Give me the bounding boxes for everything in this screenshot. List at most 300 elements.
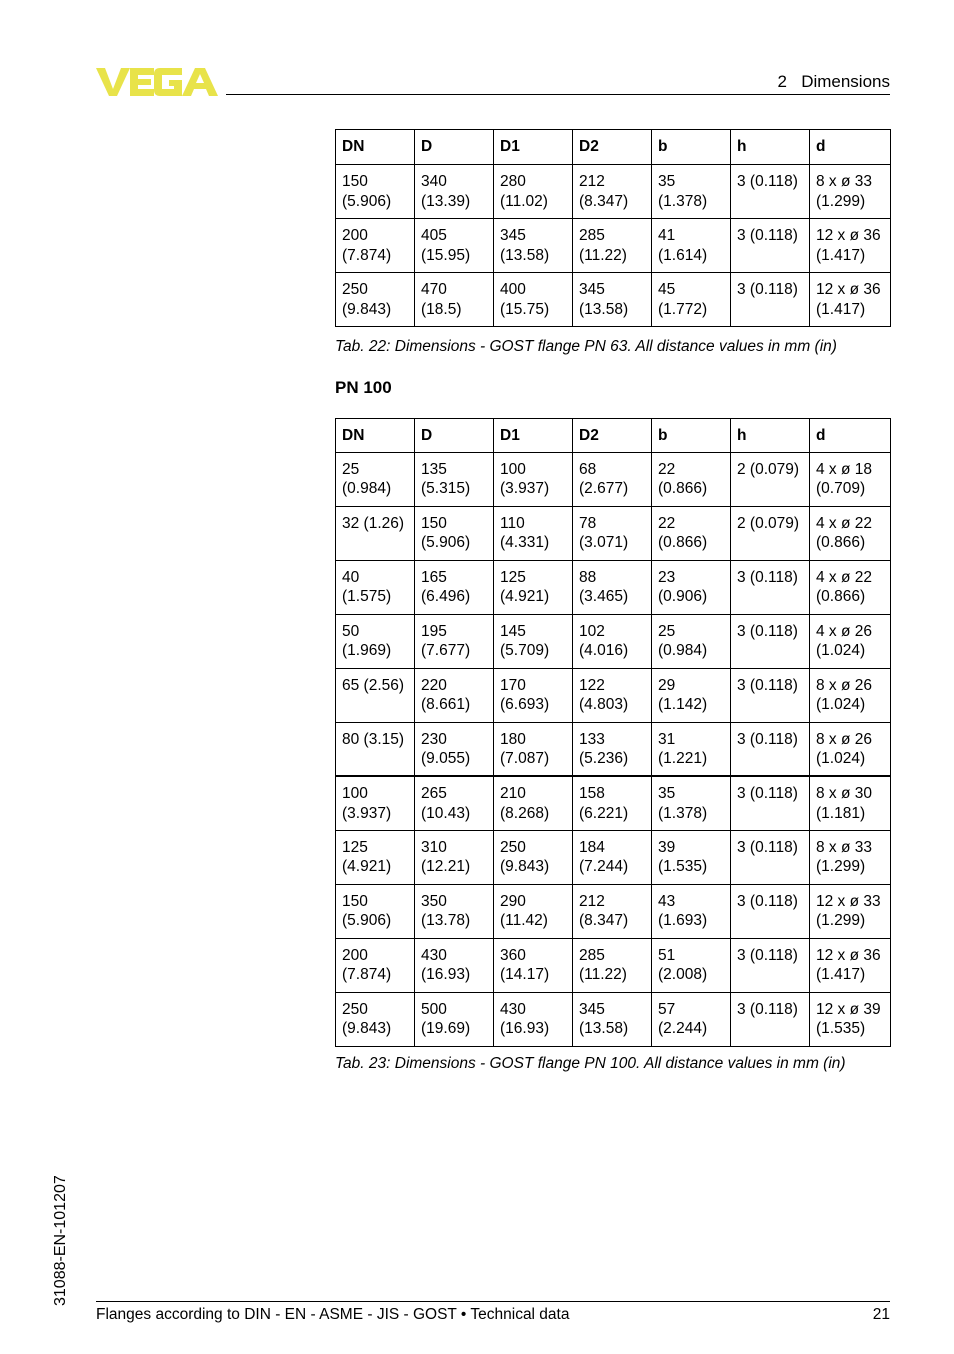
table-cell [415, 506, 494, 560]
cell-line: (0.709) [816, 480, 866, 497]
cell-line: (5.315) [421, 480, 471, 497]
table-cell [652, 219, 731, 273]
cell-line: 180 [500, 730, 526, 748]
table-cell [810, 219, 891, 273]
cell-line: (1.181) [816, 804, 866, 822]
table-cell [731, 614, 810, 668]
cell-line: (1.378) [658, 192, 708, 210]
table-cell [652, 506, 731, 560]
table-cell [336, 776, 415, 830]
cell-line: (8.661) [421, 696, 471, 713]
cell-line: (5.709) [500, 642, 550, 659]
document-id: 31088-EN-101207 [52, 1175, 69, 1306]
table-cell [652, 452, 731, 506]
column-header: d [810, 130, 891, 165]
cell-line: 12 x ø 39 [816, 1000, 881, 1018]
table-cell [573, 992, 652, 1046]
table-body [336, 165, 891, 327]
cell-line: 12 x ø 36 [816, 227, 881, 244]
table-cell [652, 668, 731, 722]
cell-line: 345 [500, 227, 526, 244]
table-cell [652, 273, 731, 327]
section-title: Dimensions [801, 72, 890, 91]
cell-line: (5.236) [579, 750, 629, 767]
cell-line: 68 [579, 460, 597, 478]
column-header: b [652, 419, 731, 453]
column-header: D1 [494, 130, 573, 165]
cell-line: (10.43) [421, 804, 471, 822]
cell-line: 200 [342, 227, 368, 244]
footer-text: Flanges according to DIN - EN - ASME - JIS - GOST • Technical data [96, 1306, 570, 1323]
vega-logo-mark [96, 68, 218, 96]
cell-line: 8 x ø 33 [816, 838, 872, 856]
cell-line: (11.42) [500, 912, 548, 929]
table-cell [336, 506, 415, 560]
cell-line: 3 (0.118) [737, 568, 798, 586]
table-cell [810, 668, 891, 722]
table-cell [652, 830, 731, 884]
cell-line: 100 [500, 460, 526, 478]
cell-line: 88 [579, 568, 597, 586]
cell-line: (1.024) [816, 696, 866, 713]
cell-line: 3 (0.118) [737, 676, 798, 694]
table-row [336, 722, 891, 776]
cell-line: 65 (2.56) [342, 676, 405, 694]
cell-line: (13.39) [421, 192, 471, 210]
cell-line: 405 [421, 227, 447, 244]
table-cell [336, 992, 415, 1046]
cell-line: 145 [500, 622, 526, 640]
cell-line: 40 [342, 568, 360, 586]
cell-line: 285 [579, 227, 605, 244]
cell-line: 3 (0.118) [737, 1000, 798, 1018]
cell-line: 430 [500, 1000, 526, 1018]
section-heading [778, 72, 890, 92]
cell-line: (8.268) [500, 804, 550, 822]
table-cell [494, 722, 573, 776]
cell-line: 4 x ø 26 [816, 622, 872, 640]
cell-line: (1.024) [816, 642, 866, 659]
cell-line: (1.614) [658, 246, 708, 264]
table-row [336, 165, 891, 219]
header-rule [226, 94, 890, 95]
table-cell [652, 722, 731, 776]
table-cell [573, 219, 652, 273]
table-cell [731, 506, 810, 560]
cell-line: (6.221) [579, 804, 629, 822]
table-cell [810, 938, 891, 992]
table-cell [415, 992, 494, 1046]
cell-line: (1.299) [816, 192, 866, 210]
table-cell [573, 776, 652, 830]
cell-line: 45 [658, 281, 676, 298]
table-cell [573, 884, 652, 938]
cell-line: (1.221) [658, 750, 708, 767]
cell-line: (7.874) [342, 966, 392, 983]
cell-line: (7.244) [579, 858, 629, 875]
cell-line: 350 [421, 892, 447, 910]
cell-line: 212 [579, 173, 605, 190]
cell-line: 285 [579, 946, 605, 964]
cell-line: 29 [658, 676, 676, 694]
cell-line: 220 [421, 676, 447, 694]
table-cell [731, 273, 810, 327]
table-cell [415, 722, 494, 776]
column-header: h [731, 130, 810, 165]
table-cell [415, 273, 494, 327]
cell-line: 310 [421, 838, 447, 856]
cell-line: (4.331) [500, 534, 550, 551]
cell-line: (9.843) [342, 300, 392, 318]
cell-line: (7.087) [500, 750, 550, 767]
table-row [336, 668, 891, 722]
cell-line: (13.58) [579, 300, 629, 318]
table-cell [415, 452, 494, 506]
table-cell [810, 165, 891, 219]
table-row [336, 219, 891, 273]
cell-line: (1.535) [816, 1020, 866, 1037]
cell-line: (11.02) [500, 192, 548, 210]
cell-line: 4 x ø 22 [816, 514, 872, 532]
table-cell [652, 884, 731, 938]
table-cell [731, 165, 810, 219]
cell-line: (1.142) [658, 696, 708, 713]
cell-line: 110 [500, 514, 525, 532]
cell-line: (18.5) [421, 300, 462, 318]
cell-line: (0.984) [658, 642, 708, 659]
cell-line: 57 [658, 1000, 676, 1018]
cell-line: 150 [342, 173, 368, 190]
cell-line: (0.866) [816, 588, 866, 605]
cell-line: (6.693) [500, 696, 550, 713]
cell-line: (1.417) [816, 966, 866, 983]
cell-line: 41 [658, 227, 676, 244]
cell-line: 150 [421, 514, 447, 532]
cell-line: 50 [342, 622, 360, 640]
cell-line: 400 [500, 281, 526, 298]
cell-line: 35 [658, 173, 676, 190]
table-cell [494, 830, 573, 884]
cell-line: 360 [500, 946, 526, 964]
cell-line: 280 [500, 173, 526, 190]
table-cell [810, 452, 891, 506]
cell-line: 210 [500, 785, 526, 802]
cell-line: 133 [579, 730, 605, 748]
table-cell [415, 776, 494, 830]
cell-line: 102 [579, 622, 605, 640]
table-row [336, 830, 891, 884]
table-cell [652, 614, 731, 668]
cell-line: 250 [342, 281, 368, 298]
cell-line: 12 x ø 33 [816, 892, 881, 910]
table-cell [336, 722, 415, 776]
footer-rule [96, 1301, 890, 1302]
table-cell [415, 830, 494, 884]
table-cell [494, 165, 573, 219]
table-cell [415, 668, 494, 722]
cell-line: 2 (0.079) [737, 514, 800, 532]
cell-line: 125 [500, 568, 526, 586]
cell-line: 290 [500, 892, 526, 910]
table-cell [731, 560, 810, 614]
column-header: DN [336, 419, 415, 453]
cell-line: (5.906) [421, 534, 471, 551]
cell-line: 3 (0.118) [737, 838, 798, 856]
cell-line: 122 [579, 676, 605, 694]
cell-line: 4 x ø 18 [816, 460, 872, 478]
cell-line: 470 [421, 281, 447, 298]
cell-line: 250 [342, 1000, 368, 1018]
section-number: 2 [777, 72, 788, 91]
cell-line: 32 (1.26) [342, 514, 405, 532]
cell-line: 25 [658, 622, 676, 640]
cell-line: (1.299) [816, 912, 866, 929]
cell-line: 12 x ø 36 [816, 946, 881, 964]
table-cell [731, 830, 810, 884]
column-header: D [415, 130, 494, 165]
cell-line: 195 [421, 622, 447, 640]
cell-line: (1.969) [342, 642, 392, 659]
cell-line: 22 [658, 514, 676, 532]
cell-line: 184 [579, 838, 605, 856]
table-body [336, 452, 891, 1046]
table-cell [336, 614, 415, 668]
cell-line: 3 (0.118) [737, 173, 798, 190]
table-row [336, 506, 891, 560]
cell-line: (12.21) [421, 858, 471, 875]
cell-line: 3 (0.118) [737, 622, 798, 640]
cell-line: (19.69) [421, 1020, 471, 1037]
page-number: 21 [872, 1306, 890, 1323]
cell-line: 51 [658, 946, 676, 964]
cell-line: (5.906) [342, 192, 392, 210]
table-cell [573, 722, 652, 776]
table-cell [652, 992, 731, 1046]
table-cell [494, 776, 573, 830]
table-cell [494, 992, 573, 1046]
cell-line: (16.93) [500, 1020, 550, 1037]
cell-line: 2 (0.079) [737, 460, 800, 478]
cell-line: 345 [579, 281, 605, 298]
table-cell [731, 992, 810, 1046]
subheading-pn100: PN 100 [335, 378, 392, 397]
cell-line: 3 (0.118) [737, 892, 798, 910]
cell-line: 80 (3.15) [342, 730, 405, 748]
table-cell [494, 884, 573, 938]
cell-line: (11.22) [579, 246, 627, 264]
column-header: d [810, 419, 891, 453]
table-cell [731, 219, 810, 273]
cell-line: (7.874) [342, 246, 392, 264]
cell-line: 25 [342, 460, 360, 478]
cell-line: (4.921) [500, 588, 550, 605]
table-row [336, 938, 891, 992]
table-cell [810, 884, 891, 938]
cell-line: (8.347) [579, 192, 629, 210]
table-header [336, 419, 891, 453]
cell-line: 500 [421, 1000, 447, 1018]
table-cell [573, 938, 652, 992]
cell-line: 345 [579, 1000, 605, 1018]
cell-line: 135 [421, 460, 447, 478]
table-row [336, 614, 891, 668]
table-cell [415, 614, 494, 668]
cell-line: (1.417) [816, 246, 866, 264]
table-cell [415, 884, 494, 938]
vega-logo [96, 64, 220, 98]
table-cell [415, 938, 494, 992]
cell-line: (6.496) [421, 588, 471, 605]
table-cell [652, 165, 731, 219]
cell-line: 23 [658, 568, 676, 586]
table-cell [573, 614, 652, 668]
table-cell [731, 668, 810, 722]
cell-line: 170 [500, 676, 526, 694]
cell-line: (1.299) [816, 858, 866, 875]
cell-line: 31 [658, 730, 676, 748]
cell-line: 430 [421, 946, 447, 964]
cell-line: (2.008) [658, 966, 708, 983]
cell-line: 8 x ø 26 [816, 676, 872, 694]
table-cell [336, 938, 415, 992]
column-header: D2 [573, 419, 652, 453]
cell-line: (5.906) [342, 912, 392, 929]
cell-line: (9.843) [500, 858, 550, 875]
cell-line: (0.866) [816, 534, 866, 551]
cell-line: 3 (0.118) [737, 946, 798, 964]
table-row [336, 560, 891, 614]
column-header: D [415, 419, 494, 453]
cell-line: (0.984) [342, 480, 392, 497]
cell-line: (0.866) [658, 534, 708, 551]
table-cell [336, 165, 415, 219]
table-cell [494, 614, 573, 668]
cell-line: (0.866) [658, 480, 708, 497]
cell-line: (3.071) [579, 534, 629, 551]
table-header [336, 130, 891, 165]
table-cell [810, 273, 891, 327]
cell-line: 22 [658, 460, 676, 478]
table-row [336, 884, 891, 938]
cell-line: (13.58) [579, 1020, 629, 1037]
cell-line: 12 x ø 36 [816, 281, 881, 298]
cell-line: 150 [342, 892, 368, 910]
cell-line: (11.22) [579, 966, 627, 983]
header-row [336, 419, 891, 453]
cell-line: (1.575) [342, 588, 392, 605]
table-cell [573, 165, 652, 219]
cell-line: 125 [342, 838, 368, 856]
table-cell [652, 560, 731, 614]
cell-line: (1.024) [816, 750, 866, 767]
cell-line: 165 [421, 568, 447, 586]
table-cell [415, 165, 494, 219]
table-row [336, 776, 891, 830]
cell-line: 212 [579, 892, 605, 910]
cell-line: 8 x ø 26 [816, 730, 872, 748]
cell-line: 250 [500, 838, 526, 856]
cell-line: (3.465) [579, 588, 629, 605]
cell-line: (9.055) [421, 750, 471, 767]
table-cell [573, 452, 652, 506]
cell-line: 4 x ø 22 [816, 568, 872, 586]
cell-line: 200 [342, 946, 368, 964]
table-row [336, 273, 891, 327]
cell-line: (15.75) [500, 300, 550, 318]
dimensions-table-pn63 [335, 129, 891, 327]
table-cell [810, 722, 891, 776]
cell-line: (14.17) [500, 966, 550, 983]
cell-line: 8 x ø 33 [816, 173, 872, 190]
dimensions-table-pn100 [335, 418, 891, 1047]
column-header: h [731, 419, 810, 453]
table-cell [810, 506, 891, 560]
cell-line: 8 x ø 30 [816, 785, 872, 802]
cell-line: 158 [579, 785, 605, 802]
cell-line: (0.906) [658, 588, 708, 605]
cell-line: (15.95) [421, 246, 471, 264]
cell-line: (4.803) [579, 696, 629, 713]
table-cell [494, 219, 573, 273]
table-cell [573, 668, 652, 722]
table-cell [731, 452, 810, 506]
table-cell [336, 560, 415, 614]
cell-line: (16.93) [421, 966, 471, 983]
table-cell [810, 776, 891, 830]
header-row [336, 130, 891, 165]
table-cell [336, 668, 415, 722]
cell-line: 3 (0.118) [737, 730, 798, 748]
cell-line: 35 [658, 785, 676, 802]
cell-line: (1.417) [816, 300, 866, 318]
table-cell [336, 273, 415, 327]
table-cell [731, 776, 810, 830]
table-cell [810, 830, 891, 884]
table-cell [810, 560, 891, 614]
cell-line: (3.937) [500, 480, 550, 497]
cell-line: 265 [421, 785, 447, 802]
table-caption-pn100: Tab. 23: Dimensions - GOST flange PN 100. All distance values in mm (in) [335, 1055, 846, 1072]
table-cell [336, 219, 415, 273]
table-cell [652, 938, 731, 992]
table-cell [731, 938, 810, 992]
cell-line: 3 (0.118) [737, 227, 798, 244]
column-header: b [652, 130, 731, 165]
cell-line: (13.78) [421, 912, 471, 929]
cell-line: 78 [579, 514, 597, 532]
table-cell [336, 830, 415, 884]
table-cell [494, 273, 573, 327]
cell-line: 43 [658, 892, 676, 910]
cell-line: 39 [658, 838, 676, 856]
table-cell [573, 273, 652, 327]
cell-line: (9.843) [342, 1020, 392, 1037]
cell-line: (3.937) [342, 804, 392, 822]
column-header: DN [336, 130, 415, 165]
cell-line: (1.378) [658, 804, 708, 822]
cell-line: (8.347) [579, 912, 629, 929]
table-cell [494, 560, 573, 614]
cell-line: (4.921) [342, 858, 392, 875]
cell-line: (7.677) [421, 642, 471, 659]
cell-line: (13.58) [500, 246, 550, 264]
cell-line: 100 [342, 785, 368, 802]
table-cell [494, 938, 573, 992]
table-cell [336, 884, 415, 938]
table-cell [652, 776, 731, 830]
table-cell [494, 668, 573, 722]
table-cell [415, 560, 494, 614]
